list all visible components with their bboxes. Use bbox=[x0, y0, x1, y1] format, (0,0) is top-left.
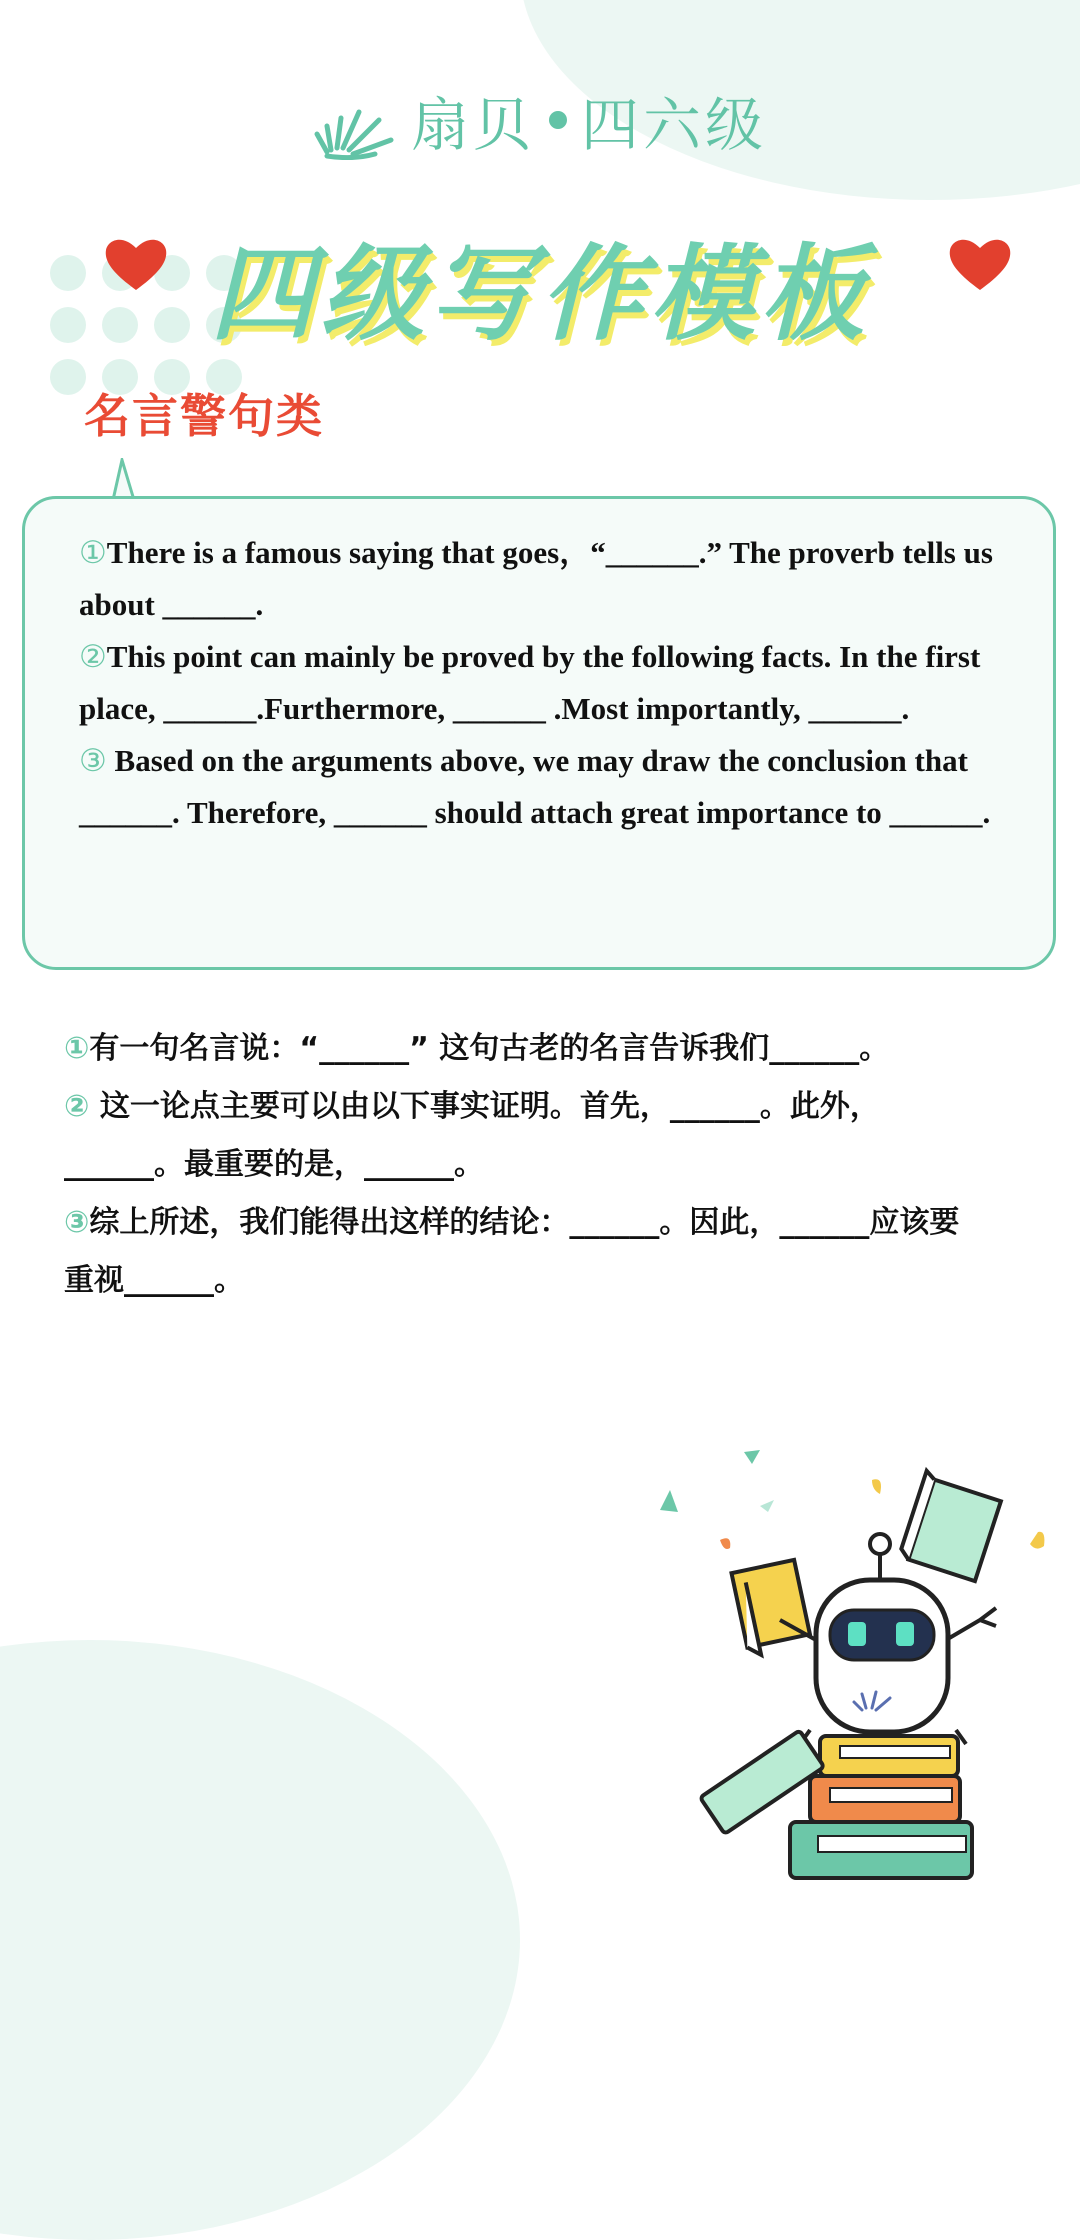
robot-with-books-illustration bbox=[640, 1440, 1060, 1900]
english-paragraph-2 bbox=[79, 631, 1019, 735]
paragraph-number: ② bbox=[79, 639, 107, 674]
category-title: 名言警句类 bbox=[84, 389, 324, 443]
paragraph-text: 这一论点主要可以由以下事实证明。首先，______。此外，______。最重要的是，______。 bbox=[64, 1089, 880, 1182]
title-area bbox=[0, 210, 1080, 360]
paragraph-text: There is a famous saying that goes，“______.” The proverb tells us about ______. bbox=[79, 535, 993, 622]
english-template-text bbox=[79, 527, 1019, 839]
brand-product: 四六级 bbox=[581, 91, 768, 159]
page-title: 四级写作模板 bbox=[209, 233, 870, 355]
brand-separator bbox=[549, 111, 567, 129]
paragraph-number: ③ bbox=[79, 743, 107, 778]
brand-header bbox=[0, 75, 1080, 165]
bottom-decor-shape bbox=[0, 1640, 520, 2240]
english-paragraph-3 bbox=[79, 735, 1019, 839]
paragraph-text: 综上所述，我们能得出这样的结论：______。因此，______应该要重视______。 bbox=[64, 1205, 960, 1298]
chinese-paragraph-1 bbox=[64, 1020, 964, 1078]
paragraph-number: ② bbox=[64, 1089, 90, 1124]
english-template-box bbox=[22, 496, 1056, 970]
paragraph-number: ① bbox=[79, 535, 107, 570]
paragraph-text: Based on the arguments above, we may draw the conclusion that ______. Therefore, ______ should attach great importance to ______. bbox=[79, 743, 991, 830]
paragraph-text: 有一句名言说：“______” 这句古老的名言告诉我们______。 bbox=[89, 1031, 890, 1066]
paragraph-number: ① bbox=[64, 1031, 90, 1066]
brand-name: 扇贝 bbox=[410, 91, 535, 159]
chinese-paragraph-3 bbox=[64, 1194, 964, 1310]
paragraph-text: This point can mainly be proved by the following facts. In the first place, ______.Furthermore, ______ .Most importantly, ______. bbox=[79, 639, 981, 726]
chinese-paragraph-2 bbox=[64, 1078, 964, 1194]
english-paragraph-1 bbox=[79, 527, 1019, 631]
chinese-template-text bbox=[64, 1020, 964, 1310]
paragraph-number: ③ bbox=[64, 1205, 90, 1240]
shell-logo-icon bbox=[313, 80, 397, 160]
